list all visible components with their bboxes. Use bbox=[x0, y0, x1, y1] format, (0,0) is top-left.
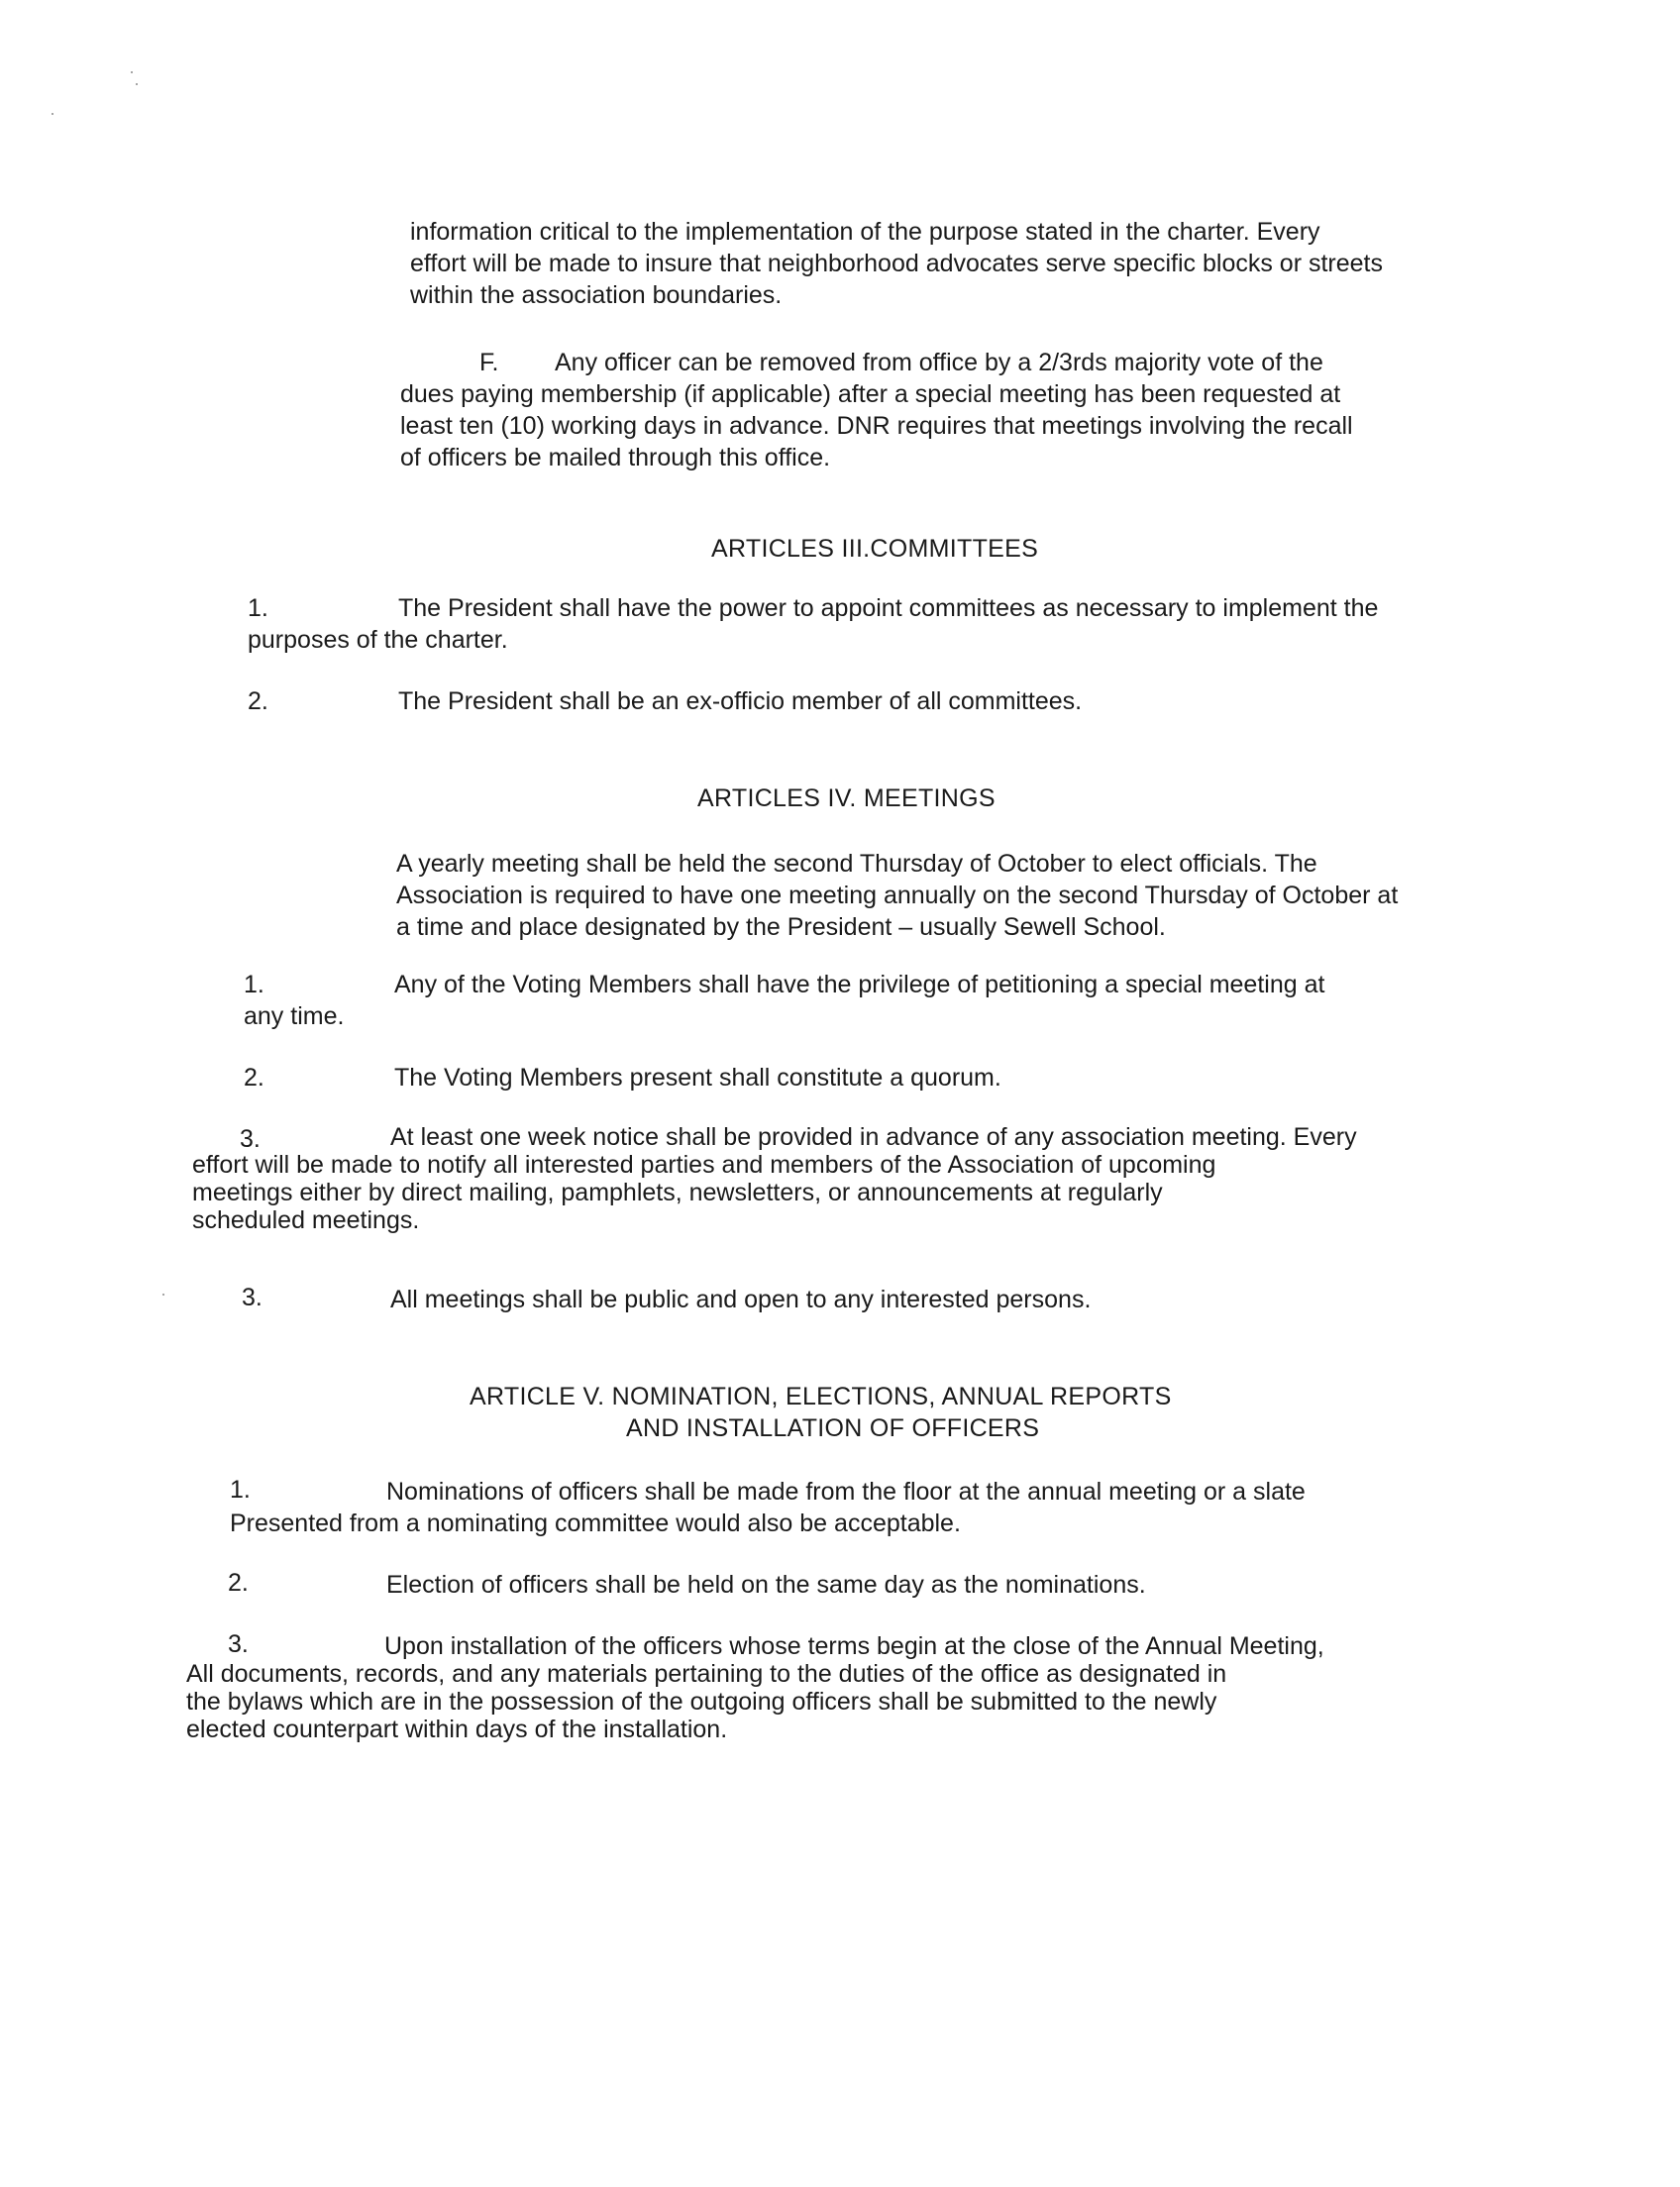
article3-item-number: 2. bbox=[248, 687, 268, 715]
article3-heading: ARTICLES III.COMMITTEES bbox=[711, 535, 1039, 563]
article4-item-1 bbox=[244, 969, 1324, 1032]
article4-item-4 bbox=[390, 1284, 1091, 1315]
text-line: effort will be made to insure that neighborhood advocates serve specific blocks or streets bbox=[410, 250, 1384, 277]
article3-item-1 bbox=[248, 592, 1378, 656]
text-line: any time. bbox=[244, 1002, 345, 1030]
text-line: Any of the Voting Members shall have the privilege of petitioning a special meeting at bbox=[394, 971, 1325, 998]
article4-item-number: 2. bbox=[244, 1064, 264, 1092]
text-line: The President shall have the power to appoint committees as necessary to implement the bbox=[398, 594, 1379, 622]
article4-item-number: 1. bbox=[244, 971, 264, 998]
scan-speck bbox=[52, 113, 53, 115]
text-line: The Voting Members present shall constitute a quorum. bbox=[394, 1064, 1001, 1092]
text-line: Association is required to have one meeting annually on the second Thursday of October at bbox=[396, 882, 1399, 909]
scan-speck bbox=[162, 1294, 164, 1296]
text-line: meetings either by direct mailing, pamphlets, newsletters, or announcements at regularly bbox=[192, 1179, 1163, 1206]
article5-heading-line2: AND INSTALLATION OF OFFICERS bbox=[626, 1414, 1040, 1442]
text-line: Election of officers shall be held on the same day as the nominations. bbox=[386, 1571, 1146, 1599]
article4-intro bbox=[396, 848, 1398, 943]
text-line: At least one week notice shall be provided in advance of any association meeting. Every bbox=[390, 1123, 1357, 1151]
intro-paragraph bbox=[410, 216, 1383, 311]
text-line: effort will be made to notify all interested parties and members of the Association of upcoming bbox=[192, 1151, 1216, 1179]
text-line: Upon installation of the officers whose terms begin at the close of the Annual Meeting, bbox=[384, 1632, 1324, 1660]
article4-item-number: 3. bbox=[240, 1125, 261, 1153]
text-line: the bylaws which are in the possession of the outgoing officers shall be submitted to the newly bbox=[186, 1688, 1217, 1716]
text-line: The President shall be an ex-officio member of all committees. bbox=[398, 687, 1083, 715]
article4-heading: ARTICLES IV. MEETINGS bbox=[697, 784, 996, 812]
article4-item-3 bbox=[192, 1123, 1357, 1234]
text-line: purposes of the charter. bbox=[248, 626, 508, 654]
article5-item-1 bbox=[230, 1476, 1306, 1539]
text-line: least ten (10) working days in advance. DNR requires that meetings involving the recall bbox=[400, 412, 1353, 440]
text-line: All meetings shall be public and open to any interested persons. bbox=[390, 1286, 1092, 1313]
item-f-paragraph bbox=[400, 347, 1353, 473]
scan-speck bbox=[136, 83, 138, 85]
text-line: information critical to the implementation of the purpose stated in the charter. Every bbox=[410, 218, 1320, 246]
text-line: dues paying membership (if applicable) after a special meeting has been requested at bbox=[400, 380, 1341, 408]
text-line: All documents, records, and any materials pertaining to the duties of the office as designated in bbox=[186, 1660, 1227, 1688]
article5-item-2 bbox=[386, 1569, 1146, 1601]
article5-heading-line1: ARTICLE V. NOMINATION, ELECTIONS, ANNUAL REPORTS bbox=[470, 1383, 1172, 1410]
text-line: Nominations of officers shall be made from the floor at the annual meeting or a slate bbox=[386, 1478, 1306, 1506]
text-line: of officers be mailed through this office. bbox=[400, 444, 831, 471]
article3-item-2 bbox=[398, 685, 1082, 717]
text-line: scheduled meetings. bbox=[192, 1206, 420, 1234]
article3-item-number: 1. bbox=[248, 594, 268, 622]
article5-item-number: 2. bbox=[228, 1569, 249, 1597]
text-line: Any officer can be removed from office by a 2/3rds majority vote of the bbox=[555, 349, 1323, 376]
text-line: elected counterpart within days of the installation. bbox=[186, 1716, 728, 1743]
article4-item-2 bbox=[394, 1062, 1001, 1094]
scan-speck bbox=[131, 71, 133, 73]
text-line: within the association boundaries. bbox=[410, 281, 783, 309]
article5-item-number: 1. bbox=[230, 1476, 251, 1504]
article5-item-3 bbox=[186, 1632, 1324, 1743]
text-line: a time and place designated by the President – usually Sewell School. bbox=[396, 913, 1166, 941]
text-line: A yearly meeting shall be held the second Thursday of October to elect officials. The bbox=[396, 850, 1317, 878]
item-label-f: F. bbox=[479, 349, 499, 376]
article5-item-number: 3. bbox=[228, 1630, 249, 1658]
text-line: Presented from a nominating committee would also be acceptable. bbox=[230, 1510, 961, 1537]
article4-item-number: 3. bbox=[242, 1284, 262, 1311]
